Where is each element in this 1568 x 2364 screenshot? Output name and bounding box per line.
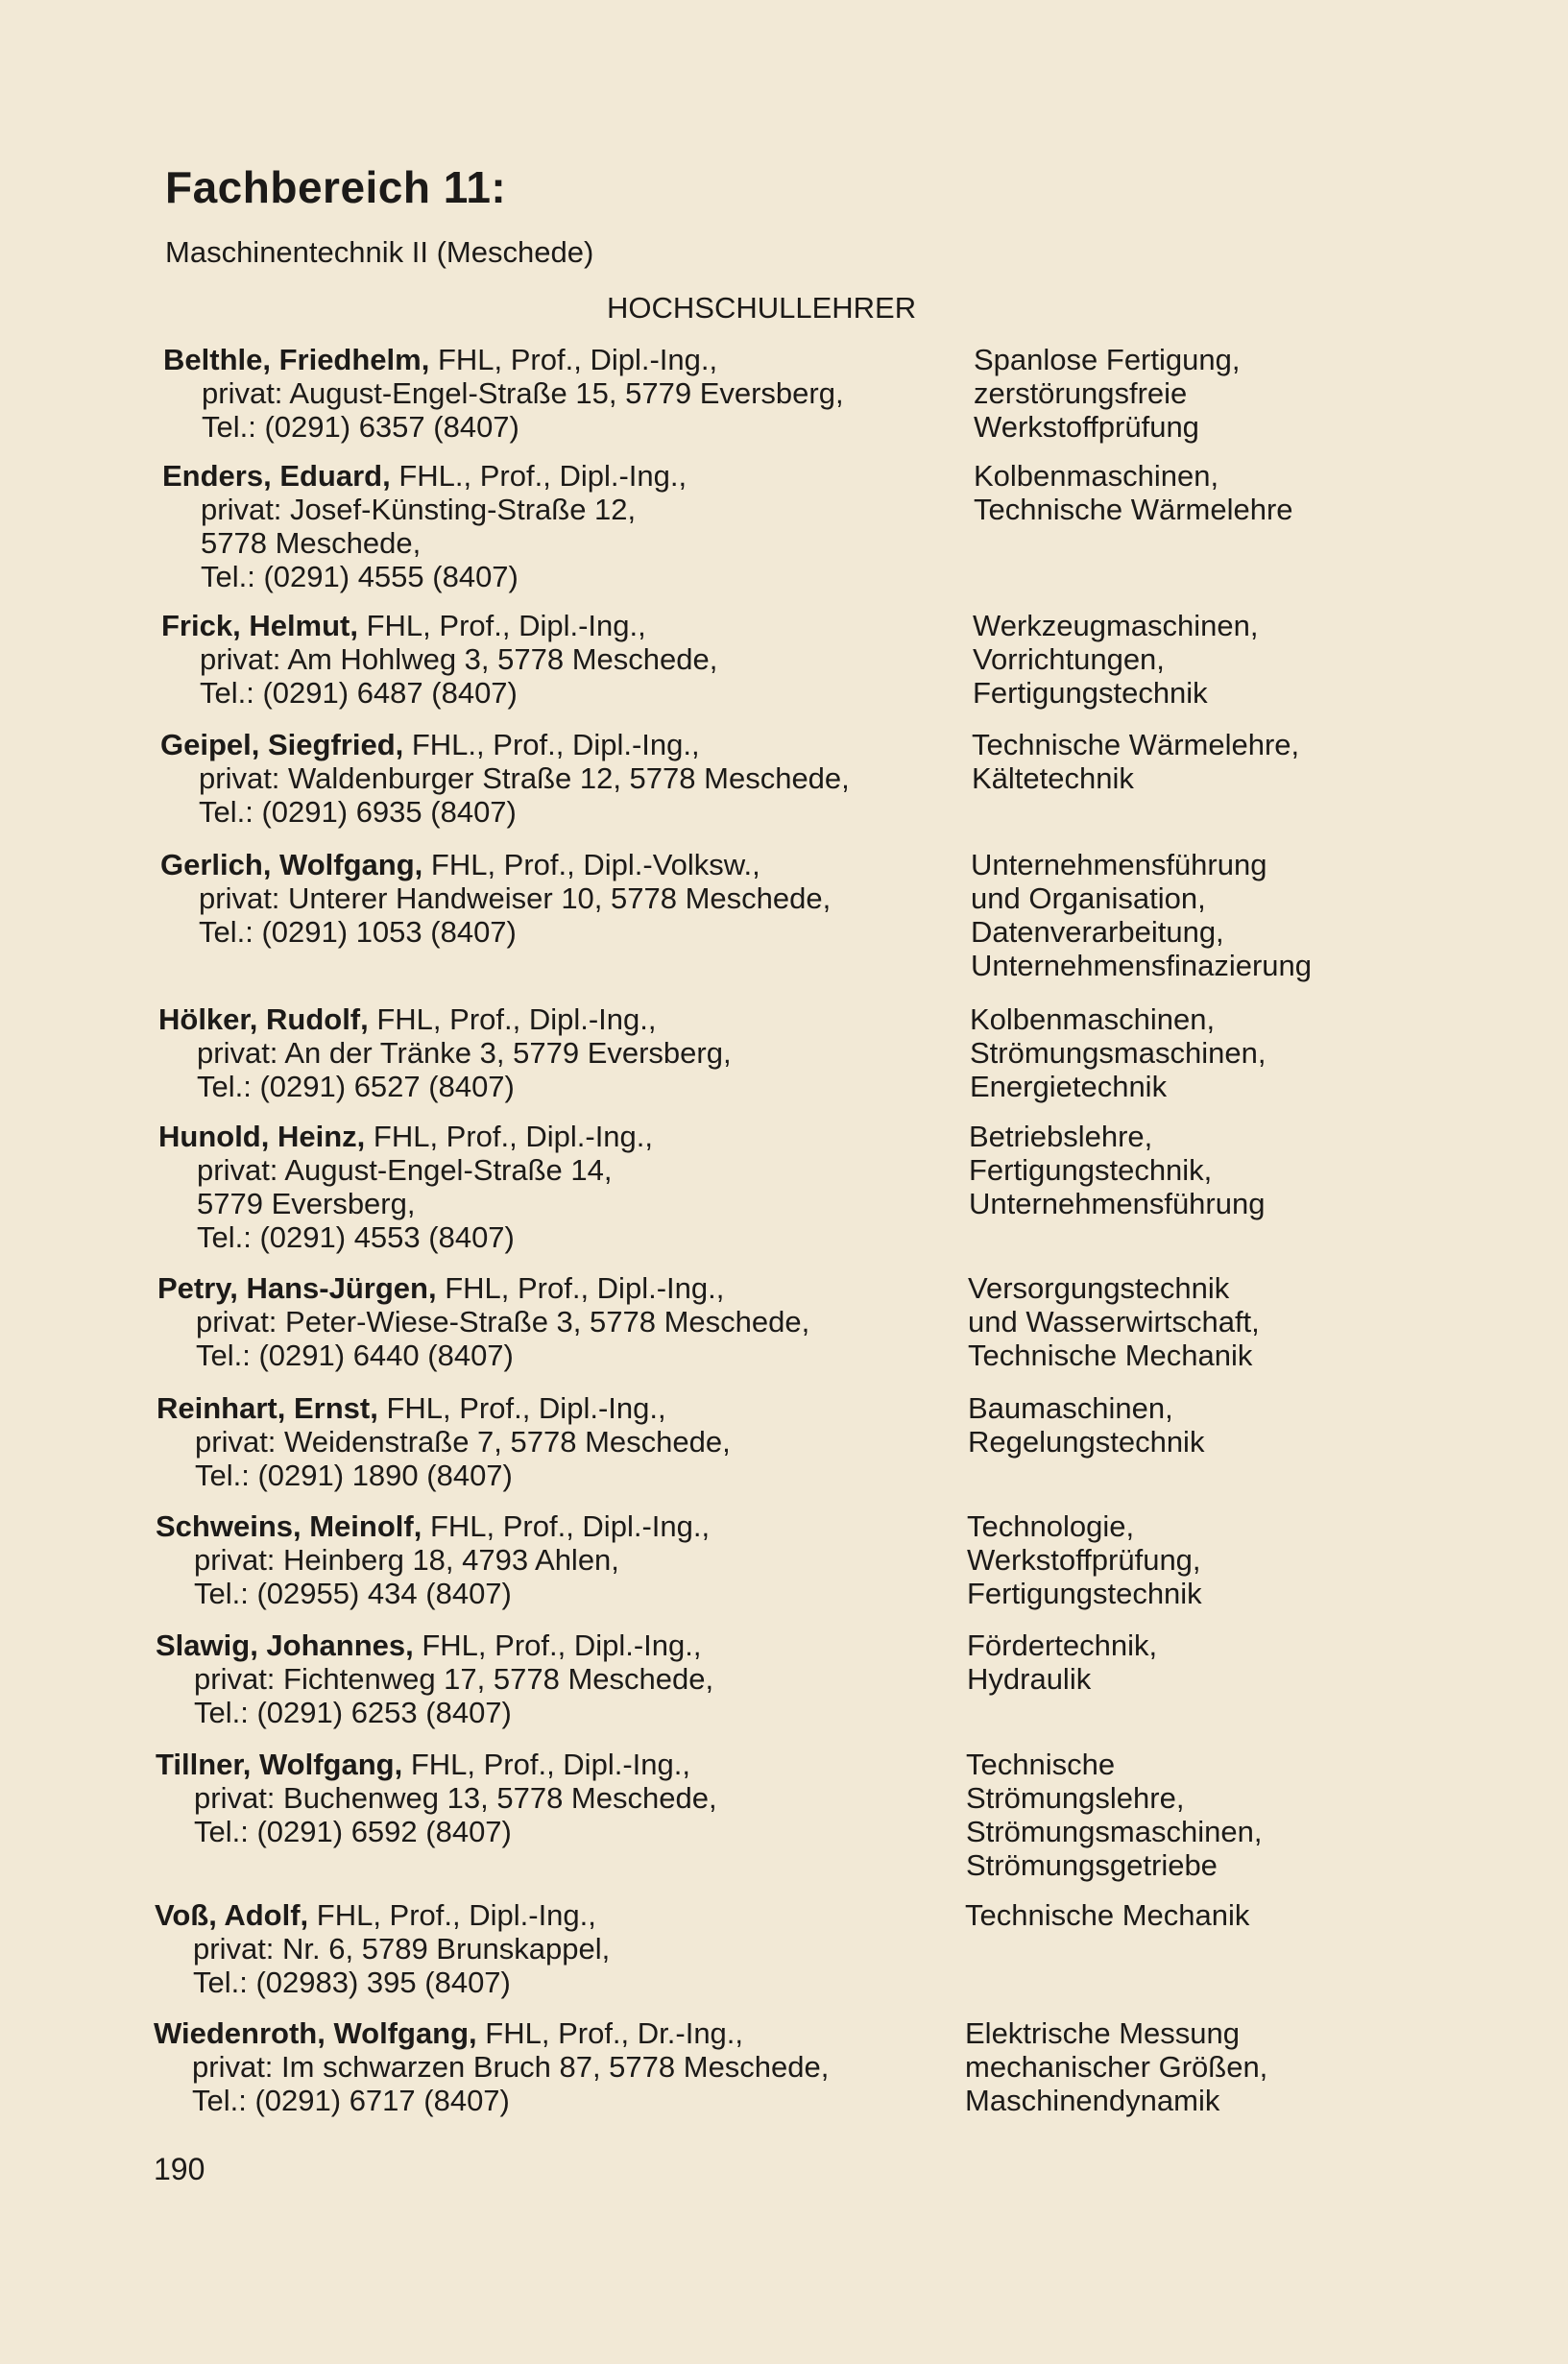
subject-line: mechanischer Größen, <box>965 2050 1268 2084</box>
subject-areas <box>969 1120 1265 1220</box>
subject-line: Strömungsmaschinen, <box>970 1036 1266 1070</box>
person-details <box>157 1391 731 1492</box>
person-details <box>158 1002 732 1103</box>
person-name: Slawig, Johannes, <box>156 1628 414 1662</box>
phone-line: Tel.: (0291) 1890 (8407) <box>195 1459 513 1492</box>
address-line: privat: Weidenstraße 7, 5778 Meschede, <box>195 1425 731 1459</box>
subject-line: Elektrische Messung <box>965 2016 1241 2050</box>
name-line <box>154 2016 829 2050</box>
person-details <box>154 2016 829 2117</box>
person-title: FHL, Prof., Dipl.-Ing., <box>429 343 718 376</box>
person-details <box>155 1898 610 1999</box>
subject-line: Energietechnik <box>970 1070 1168 1103</box>
person-name: Geipel, Siegfried, <box>160 728 404 761</box>
person-title: FHL., Prof., Dipl.-Ing., <box>390 459 688 493</box>
person-title: FHL, Prof., Dipl.-Ing., <box>377 1391 666 1425</box>
subject-line: zerstörungsfreie <box>974 376 1188 410</box>
person-details <box>160 848 831 949</box>
person-title: FHL, Prof., Dipl.-Ing., <box>436 1271 725 1305</box>
phone-line: Tel.: (0291) 6717 (8407) <box>192 2084 510 2117</box>
name-line <box>162 459 687 493</box>
subject-areas <box>973 609 1259 710</box>
person-details <box>160 728 850 829</box>
subject-areas <box>967 1628 1157 1696</box>
name-line <box>158 1120 653 1153</box>
address-line: privat: Peter-Wiese-Straße 3, 5778 Meschede, <box>196 1305 810 1339</box>
subject-areas <box>968 1391 1204 1459</box>
person-name: Voß, Adolf, <box>155 1898 309 1932</box>
page-subtitle: Maschinentechnik II (Meschede) <box>165 235 594 269</box>
subject-line: Versorgungstechnik <box>968 1271 1230 1305</box>
person-title: FHL, Prof., Dipl.-Ing., <box>413 1628 702 1662</box>
address-line: privat: Am Hohlweg 3, 5778 Meschede, <box>200 642 718 676</box>
person-details <box>163 343 844 444</box>
subject-line: Technische Wärmelehre <box>974 493 1293 526</box>
person-title: FHL, Prof., Dipl.-Ing., <box>308 1898 596 1932</box>
page-title: Fachbereich 11: <box>165 162 507 212</box>
phone-line: Tel.: (0291) 6592 (8407) <box>194 1815 512 1848</box>
person-title: FHL, Prof., Dipl.-Volksw., <box>422 848 760 881</box>
subject-areas <box>965 2016 1267 2117</box>
subject-line: Kältetechnik <box>972 761 1134 795</box>
person-title: FHL, Prof., Dipl.-Ing., <box>422 1509 711 1543</box>
person-details <box>158 1120 653 1254</box>
address-line: privat: Heinberg 18, 4793 Ahlen, <box>194 1543 619 1577</box>
subject-areas <box>966 1748 1262 1882</box>
phone-line: Tel.: (0291) 6357 (8407) <box>202 410 519 444</box>
subject-line: Werkstoffprüfung <box>974 410 1199 444</box>
person-name: Frick, Helmut, <box>161 609 358 642</box>
subject-line: Kolbenmaschinen, <box>970 1002 1216 1036</box>
address-line: privat: August-Engel-Straße 15, 5779 Eversberg, <box>202 376 844 410</box>
person-details <box>162 459 687 593</box>
phone-line: Tel.: (0291) 6440 (8407) <box>196 1339 514 1372</box>
subject-line: Vorrichtungen, <box>973 642 1165 676</box>
name-line <box>163 343 844 376</box>
subject-line: Unternehmensführung <box>971 848 1267 881</box>
phone-line: Tel.: (0291) 6935 (8407) <box>199 795 517 829</box>
address-line: privat: Buchenweg 13, 5778 Meschede, <box>194 1781 717 1815</box>
phone-line: Tel.: (0291) 6253 (8407) <box>194 1696 512 1729</box>
name-line <box>156 1509 710 1543</box>
subject-line: Strömungsgetriebe <box>966 1848 1218 1882</box>
person-name: Schweins, Meinolf, <box>156 1509 422 1543</box>
address-line: 5779 Eversberg, <box>197 1187 416 1220</box>
subject-line: Unternehmensführung <box>969 1187 1266 1220</box>
subject-line: Strömungslehre, <box>966 1781 1185 1815</box>
subject-line: Strömungsmaschinen, <box>966 1815 1263 1848</box>
phone-line: Tel.: (0291) 6527 (8407) <box>197 1070 515 1103</box>
subject-line: Technologie, <box>967 1509 1135 1543</box>
person-title: FHL., Prof., Dipl.-Ing., <box>403 728 700 761</box>
subject-line: Fördertechnik, <box>967 1628 1158 1662</box>
phone-line: Tel.: (02983) 395 (8407) <box>193 1966 511 1999</box>
subject-line: Fertigungstechnik <box>967 1577 1202 1610</box>
name-line <box>156 1748 717 1781</box>
name-line <box>157 1271 809 1305</box>
phone-line: Tel.: (0291) 6487 (8407) <box>200 676 518 710</box>
subject-line: Maschinendynamik <box>965 2084 1220 2117</box>
subject-line: Technische <box>966 1748 1116 1781</box>
subject-areas <box>974 459 1293 526</box>
name-line <box>155 1898 610 1932</box>
phone-line: Tel.: (0291) 1053 (8407) <box>199 915 517 949</box>
subject-line: Technische Mechanik <box>965 1898 1250 1932</box>
subject-areas <box>970 1002 1266 1103</box>
person-name: Enders, Eduard, <box>162 459 391 493</box>
page-number: 190 <box>154 2152 205 2186</box>
section-heading: HOCHSCHULLEHRER <box>607 291 917 325</box>
subject-line: Werkstoffprüfung, <box>967 1543 1201 1577</box>
person-name: Petry, Hans-Jürgen, <box>157 1271 437 1305</box>
name-line <box>156 1628 713 1662</box>
person-details <box>156 1628 713 1729</box>
subject-areas <box>971 848 1312 982</box>
address-line: privat: Josef-Künsting-Straße 12, <box>201 493 637 526</box>
person-title: FHL, Prof., Dipl.-Ing., <box>358 609 646 642</box>
person-title: FHL, Prof., Dr.-Ing., <box>476 2016 744 2050</box>
subject-line: Technische Mechanik <box>968 1339 1253 1372</box>
subject-line: Technische Wärmelehre, <box>972 728 1300 761</box>
subject-areas <box>974 343 1240 444</box>
subject-line: Hydraulik <box>967 1662 1092 1696</box>
address-line: 5778 Meschede, <box>201 526 422 560</box>
address-line: privat: Nr. 6, 5789 Brunskappel, <box>193 1932 611 1966</box>
subject-line: Fertigungstechnik <box>973 676 1208 710</box>
person-details <box>157 1271 809 1372</box>
phone-line: Tel.: (02955) 434 (8407) <box>194 1577 512 1610</box>
person-details <box>156 1748 717 1848</box>
phone-line: Tel.: (0291) 4553 (8407) <box>197 1220 515 1254</box>
person-details <box>156 1509 710 1610</box>
subject-line: Fertigungstechnik, <box>969 1153 1213 1187</box>
address-line: privat: August-Engel-Straße 14, <box>197 1153 613 1187</box>
address-line: privat: Unterer Handweiser 10, 5778 Meschede, <box>199 881 832 915</box>
subject-areas <box>965 1898 1249 1932</box>
person-name: Hölker, Rudolf, <box>158 1002 369 1036</box>
subject-line: Betriebslehre, <box>969 1120 1153 1153</box>
subject-line: Baumaschinen, <box>968 1391 1173 1425</box>
person-title: FHL, Prof., Dipl.-Ing., <box>368 1002 657 1036</box>
person-title: FHL, Prof., Dipl.-Ing., <box>402 1748 690 1781</box>
person-title: FHL, Prof., Dipl.-Ing., <box>365 1120 654 1153</box>
subject-line: Kolbenmaschinen, <box>974 459 1219 493</box>
person-name: Hunold, Heinz, <box>158 1120 366 1153</box>
name-line <box>161 609 717 642</box>
person-name: Wiedenroth, Wolfgang, <box>154 2016 477 2050</box>
subject-areas <box>967 1509 1202 1610</box>
name-line <box>158 1002 732 1036</box>
person-name: Gerlich, Wolfgang, <box>160 848 423 881</box>
subject-line: Werkzeugmaschinen, <box>973 609 1259 642</box>
subject-line: Unternehmensfinazierung <box>971 949 1312 982</box>
subject-areas <box>972 728 1299 795</box>
subject-line: Spanlose Fertigung, <box>974 343 1241 376</box>
subject-areas <box>968 1271 1260 1372</box>
subject-line: und Wasserwirtschaft, <box>968 1305 1260 1339</box>
address-line: privat: Fichtenweg 17, 5778 Meschede, <box>194 1662 714 1696</box>
name-line <box>160 728 850 761</box>
address-line: privat: Waldenburger Straße 12, 5778 Meschede, <box>199 761 850 795</box>
name-line <box>160 848 831 881</box>
person-details <box>161 609 717 710</box>
person-name: Reinhart, Ernst, <box>157 1391 378 1425</box>
address-line: privat: Im schwarzen Bruch 87, 5778 Meschede, <box>192 2050 830 2084</box>
address-line: privat: An der Tränke 3, 5779 Eversberg, <box>197 1036 732 1070</box>
person-name: Tillner, Wolfgang, <box>156 1748 403 1781</box>
subject-line: Datenverarbeitung, <box>971 915 1224 949</box>
phone-line: Tel.: (0291) 4555 (8407) <box>201 560 519 593</box>
person-name: Belthle, Friedhelm, <box>163 343 430 376</box>
subject-line: und Organisation, <box>971 881 1206 915</box>
name-line <box>157 1391 731 1425</box>
subject-line: Regelungstechnik <box>968 1425 1205 1459</box>
